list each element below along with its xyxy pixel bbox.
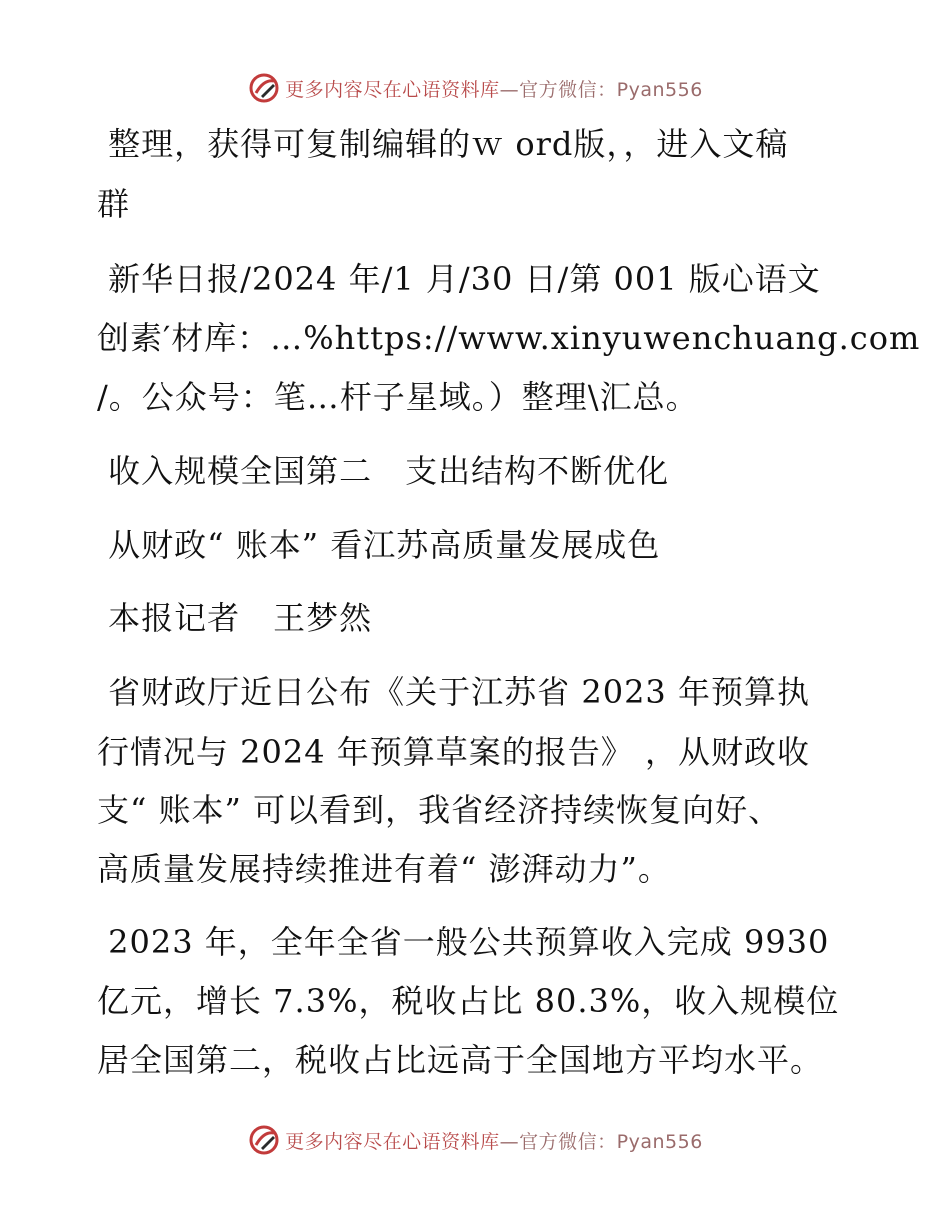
byline-line: 本报记者 王梦然 [97, 599, 373, 637]
watermark-text [285, 75, 703, 102]
pen-swirl-logo-icon [247, 1123, 281, 1157]
text-line: 高质量发展持续推进有着“ 澎湃动力”。 [97, 850, 671, 888]
subtitle-line: 收入规模全国第二 支出结构不断优化 [97, 452, 670, 490]
text-line: 居全国第二，税收占比远高于全国地方平均水平。 [97, 1041, 824, 1079]
text-line: 创素′材库：…%https://www.xinyuwenchuang.com [97, 319, 921, 357]
pen-swirl-logo-icon [247, 71, 281, 105]
text-line: 新华日报/2024 年/1 月/30 日/第 001 版心语文 [97, 260, 821, 298]
text-line: 行情况与 2024 年预算草案的报告》 ，从财政收 [97, 733, 810, 771]
text-line: 群 [97, 185, 131, 223]
watermark-sub: —官方微信：Pyan556 [499, 78, 703, 101]
text-line: 2023 年，全年全省一般公共预算收入完成 9930 [97, 923, 830, 961]
text-line: /。公众号：笔…杆子星域。）整理\汇总。 [97, 378, 699, 416]
headline-line: 从财政“ 账本” 看江苏高质量发展成色 [97, 526, 661, 564]
text-line: 省财政厅近日公布《关于江苏省 2023 年预算执 [97, 673, 810, 711]
watermark-text [285, 1127, 703, 1154]
text-line: 整理，获得可复制编辑的ｗ ord版，，进入文稿 [97, 125, 789, 163]
text-line: 亿元，增长 7.3%，税收占比 80.3%，收入规模位 [97, 982, 840, 1020]
watermark-main: 更多内容尽在心语资料库 [285, 1130, 500, 1153]
watermark-sub: —官方微信：Pyan556 [499, 1130, 703, 1153]
watermark-main: 更多内容尽在心语资料库 [285, 78, 500, 101]
header-watermark [0, 68, 950, 108]
text-line: 支“ 账本” 可以看到，我省经济持续恢复向好、 [97, 791, 782, 829]
footer-watermark [0, 1120, 950, 1160]
